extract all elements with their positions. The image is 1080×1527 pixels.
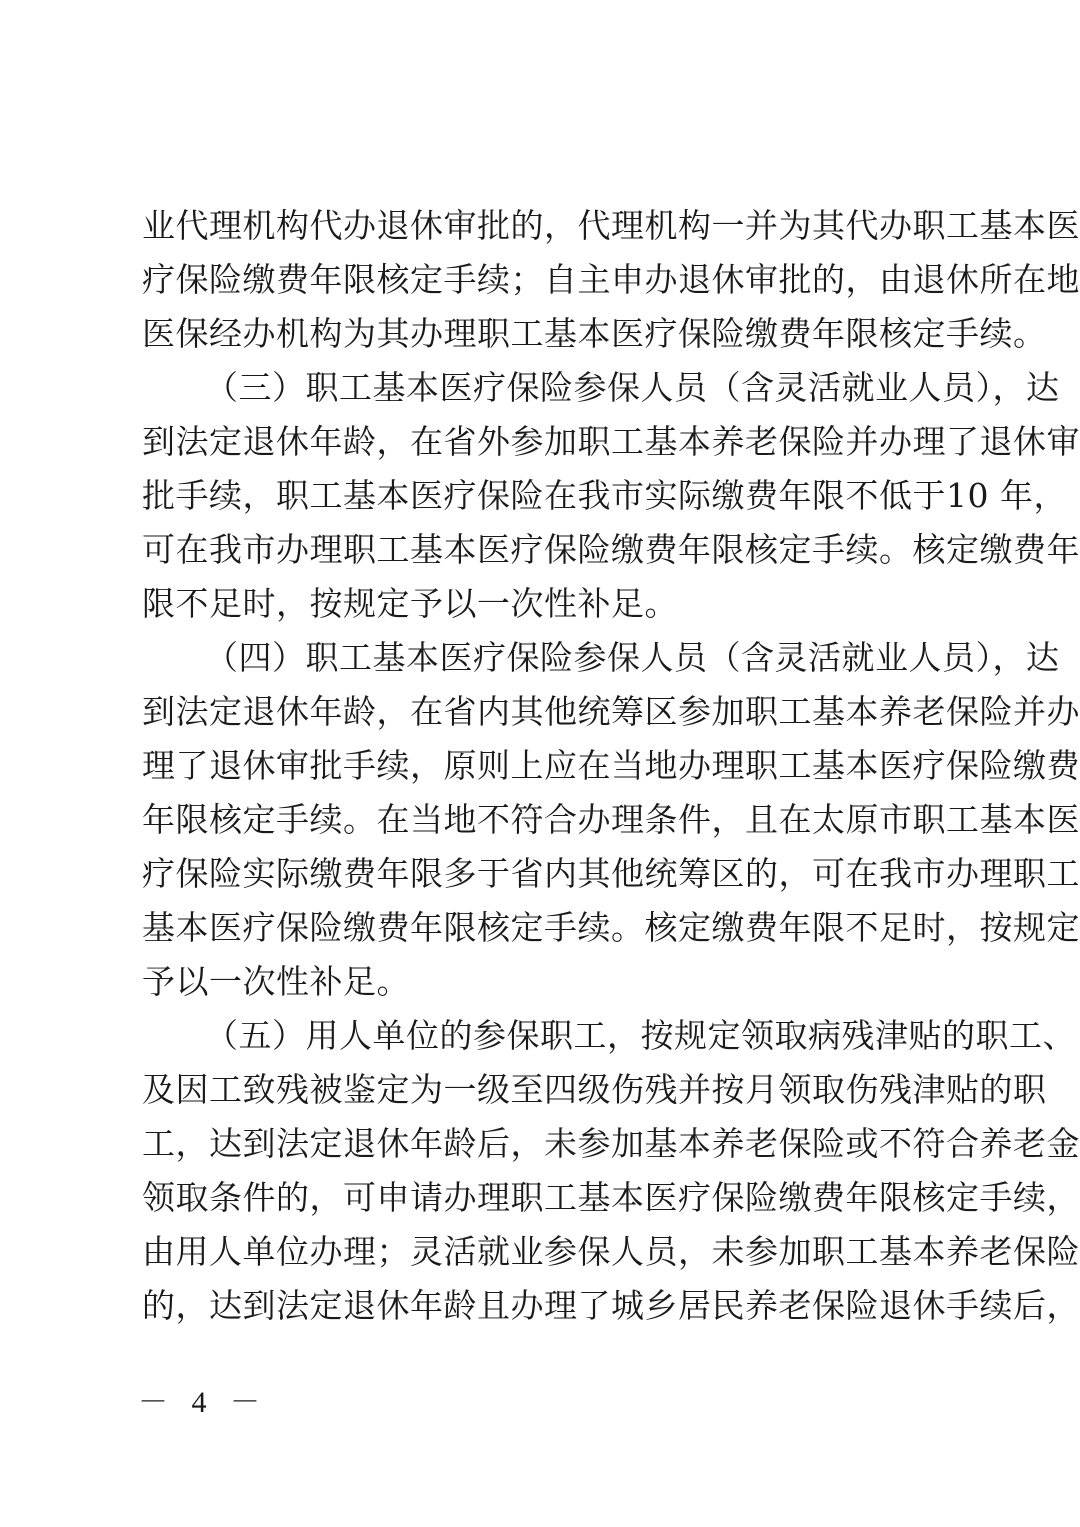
text-line: 理了退休审批手续，原则上应在当地办理职工基本医疗保险缴费 xyxy=(142,746,1080,785)
text-line: 限不足时，按规定予以一次性补足。 xyxy=(142,584,678,623)
text-line: 疗保险缴费年限核定手续；自主申办退休审批的，由退休所在地 xyxy=(142,260,1080,299)
text-line: 医保经办机构为其办理职工基本医疗保险缴费年限核定手续。 xyxy=(142,314,1047,353)
paragraph-start-line: （五）用人单位的参保职工，按规定领取病残津贴的职工、 xyxy=(205,1016,1076,1055)
text-line: 可在我市办理职工基本医疗保险缴费年限核定手续。核定缴费年 xyxy=(142,530,1080,569)
text-line: 予以一次性补足。 xyxy=(142,962,410,1001)
text-line: 的，达到法定退休年龄且办理了城乡居民养老保险退休手续后， xyxy=(142,1286,1080,1325)
text-line: 年限核定手续。在当地不符合办理条件，且在太原市职工基本医 xyxy=(142,800,1080,839)
paragraph-start-line: （三）职工基本医疗保险参保人员（含灵活就业人员），达 xyxy=(205,368,1060,407)
text-line: 批手续，职工基本医疗保险在我市实际缴费年限不低于10 年， xyxy=(142,476,1067,515)
text-line: 到法定退休年龄，在省外参加职工基本养老保险并办理了退休审 xyxy=(142,422,1080,461)
text-line: 工，达到法定退休年龄后，未参加基本养老保险或不符合养老金 xyxy=(142,1124,1080,1163)
text-line: 由用人单位办理；灵活就业参保人员，未参加职工基本养老保险 xyxy=(142,1232,1080,1271)
text-line: 领取条件的，可申请办理职工基本医疗保险缴费年限核定手续， xyxy=(142,1178,1080,1217)
text-line: 及因工致残被鉴定为一级至四级伤残并按月领取伤残津贴的职 xyxy=(142,1070,1047,1109)
text-line: 疗保险实际缴费年限多于省内其他统筹区的，可在我市办理职工 xyxy=(142,854,1080,893)
text-line: 基本医疗保险缴费年限核定手续。核定缴费年限不足时，按规定 xyxy=(142,908,1080,947)
page-number: － 4 － xyxy=(138,1386,268,1419)
text-line: 业代理机构代办退休审批的，代理机构一并为其代办职工基本医 xyxy=(142,206,1080,245)
text-line: 到法定退休年龄，在省内其他统筹区参加职工基本养老保险并办 xyxy=(142,692,1080,731)
paragraph-start-line: （四）职工基本医疗保险参保人员（含灵活就业人员），达 xyxy=(205,638,1060,677)
